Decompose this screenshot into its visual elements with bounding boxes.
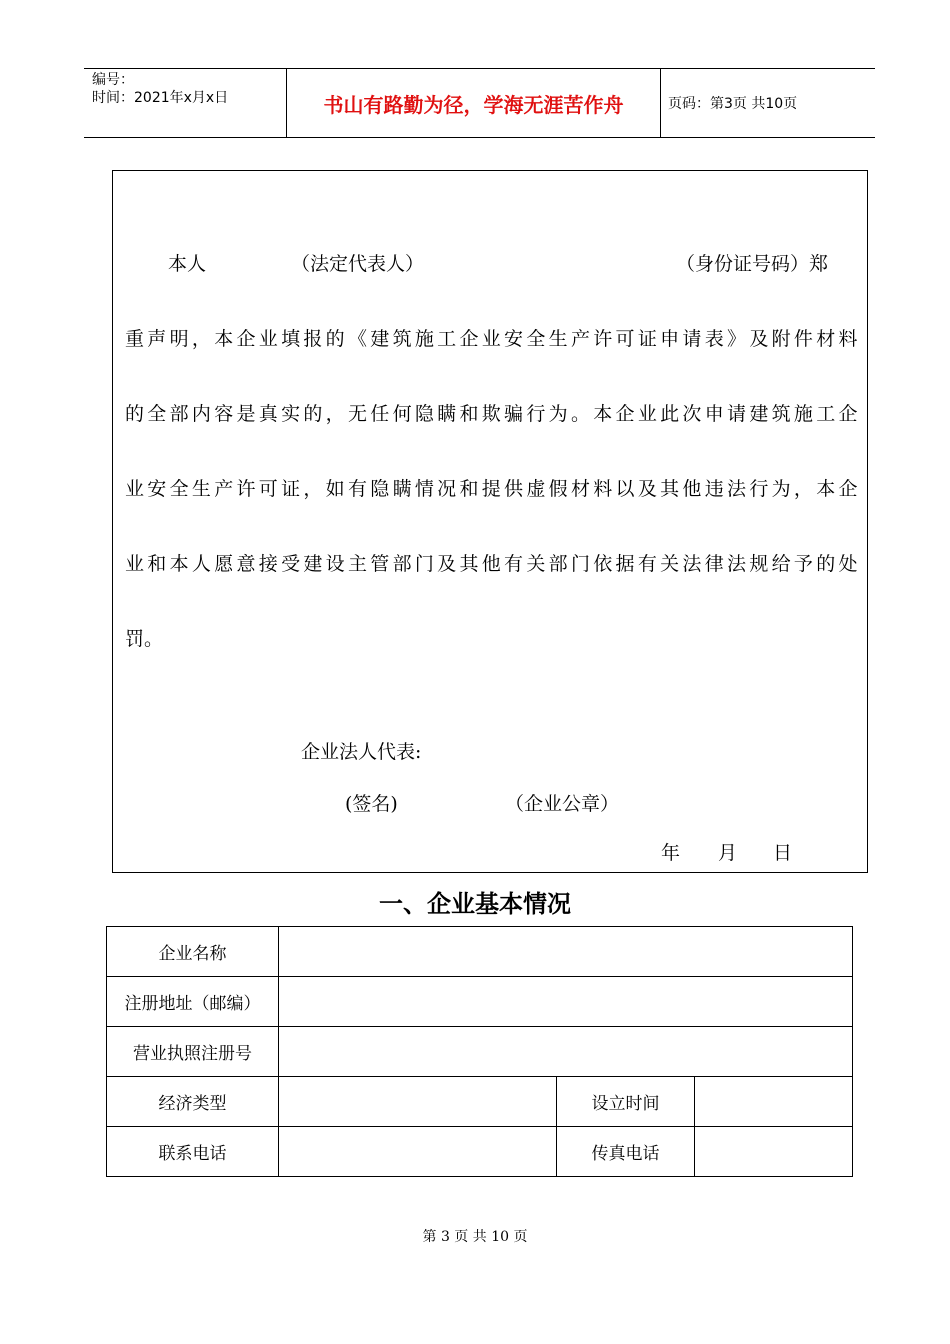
page-indicator: 页码：第3页 共10页	[668, 96, 798, 112]
label-fax: 传真电话	[557, 1127, 695, 1177]
license-number-field[interactable]	[279, 1027, 853, 1077]
signature-label: (签名)	[345, 793, 398, 815]
decl-line: 业 安 全 生 产 许 可 证 ， 如 有 隐 瞒 情 况 和 提 供 虚 假 材 料 以 及 其 他 违 法 行 为 ， 本 企	[125, 478, 858, 500]
label-registered-address: 注册地址（邮编）	[107, 977, 279, 1027]
registered-address-field[interactable]	[279, 977, 853, 1027]
phone-field[interactable]	[279, 1127, 557, 1177]
table-row	[107, 1027, 853, 1077]
table-row	[107, 927, 853, 977]
company-name-field[interactable]	[279, 927, 853, 977]
section-title: 一、企业基本情况	[379, 890, 571, 918]
label-company-name: 企业名称	[107, 927, 279, 977]
economic-type-field[interactable]	[279, 1077, 557, 1127]
decl-line: 重 声 明 ， 本 企 业 填 报 的 《 建 筑 施 工 企 业 安 全 生 产 许 可 证 申 请 表 》 及 附 件 材 料	[125, 328, 858, 350]
label-established-date: 设立时间	[557, 1077, 695, 1127]
decl-id-number: （身份证号码）郑	[676, 253, 829, 275]
decl-last-line: 罚。	[125, 628, 164, 650]
decl-self: 本人	[168, 253, 207, 275]
header-meta	[92, 69, 286, 137]
time-label: 时间：2021年x月x日	[92, 90, 229, 106]
date-month: 月	[718, 842, 738, 864]
label-license-number: 营业执照注册号	[107, 1027, 279, 1077]
seal-label: （企业公章）	[505, 793, 620, 815]
decl-line: 的 全 部 内 容 是 真 实 的 ， 无 任 何 隐 瞒 和 欺 骗 行 为 。 本 企 业 此 次 申 请 建 筑 施 工 企	[125, 403, 858, 425]
label-phone: 联系电话	[107, 1127, 279, 1177]
table-row	[107, 977, 853, 1027]
date-day: 日	[773, 842, 793, 864]
table-row	[107, 1127, 853, 1177]
page-footer: 第 3 页 共 10 页	[422, 1229, 528, 1245]
decl-line: 业 和 本 人 愿 意 接 受 建 设 主 管 部 门 及 其 他 有 关 部 门 依 据 有 关 法 律 法 规 给 予 的 处	[125, 553, 858, 575]
number-label: 编号：	[92, 72, 134, 88]
fax-field[interactable]	[695, 1127, 853, 1177]
motto: 书山有路勤为径，学海无涯苦作舟	[286, 69, 661, 137]
declaration-box	[112, 170, 868, 873]
label-economic-type: 经济类型	[107, 1077, 279, 1127]
table-row	[107, 1077, 853, 1127]
page-header	[84, 68, 875, 138]
legal-rep-label: 企业法人代表:	[301, 741, 422, 763]
basic-info-table	[106, 926, 853, 1177]
date-year: 年	[661, 842, 681, 864]
decl-legal-rep: （法定代表人）	[291, 253, 425, 275]
established-date-field[interactable]	[695, 1077, 853, 1127]
